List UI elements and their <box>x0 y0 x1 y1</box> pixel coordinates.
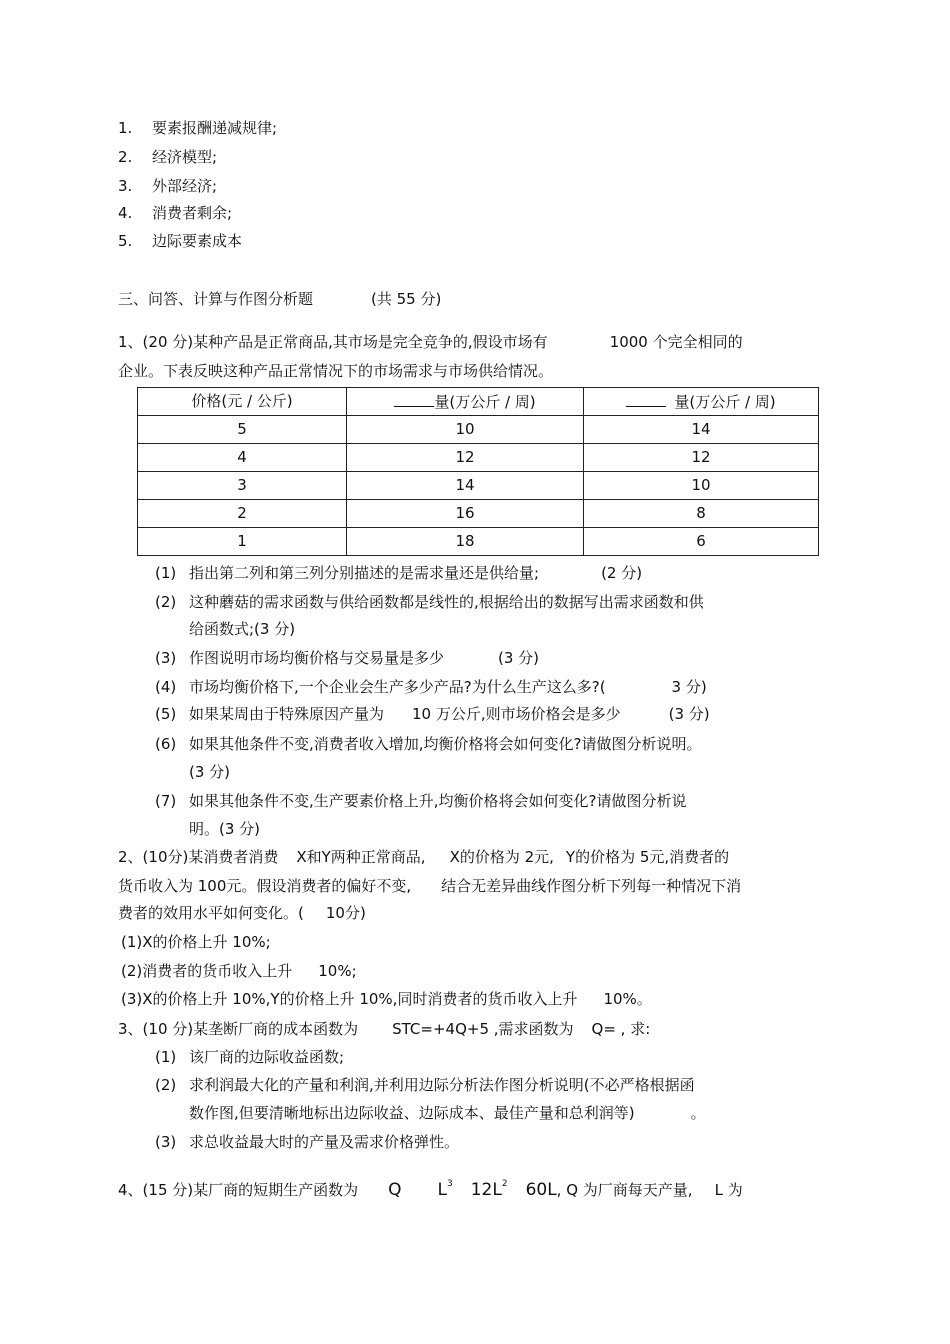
sub-number: (2) <box>155 1076 177 1094</box>
sub-number: (4) <box>155 678 177 696</box>
table-cell: 3 <box>138 472 347 500</box>
sub-text: 求利润最大化的产量和利润,并利用边际分析法作图分析说明(不必严格根据函 <box>189 1076 695 1094</box>
q1-sub-2-cont: 给函数式;(3 分) <box>189 620 296 638</box>
term-item <box>118 234 242 249</box>
term-number: 5. <box>118 232 133 250</box>
q3-line1 <box>118 1022 650 1037</box>
q1-sub-2 <box>155 595 704 610</box>
q4-formula: 60L <box>525 1180 557 1200</box>
table-cell: 6 <box>584 528 819 556</box>
q2-item-2 <box>121 964 357 979</box>
term-item <box>118 150 217 165</box>
sub-text: 作图说明市场均衡价格与交易量是多少 <box>189 649 445 667</box>
q4-exponent: 2 <box>501 1179 508 1189</box>
q4-formula: L <box>437 1180 447 1200</box>
q3-sub-1 <box>155 1050 344 1065</box>
table-cell: 16 <box>347 500 584 528</box>
q3-sub-3 <box>155 1135 459 1150</box>
table-cell: 14 <box>584 416 819 444</box>
sub-score: (3 分) <box>668 705 710 723</box>
q2-line2 <box>118 879 741 894</box>
q3-text: STC=+4Q+5 ,需求函数为 <box>392 1020 574 1038</box>
q1-sub-7 <box>155 794 687 809</box>
term-text: 边际要素成本 <box>152 232 243 250</box>
header-text: 量(万公斤 / 周) <box>674 392 776 411</box>
table-cell: 14 <box>347 472 584 500</box>
sub-text: 。 <box>690 1104 706 1122</box>
q3-sub-2-cont <box>189 1106 706 1121</box>
q2-text: 费者的效用水平如何变化。( <box>118 904 304 922</box>
table-header <box>347 388 584 416</box>
section-title <box>118 292 441 307</box>
sub-number: (6) <box>155 735 177 753</box>
q4-text: L 为 <box>714 1181 743 1199</box>
section-title-text: 三、问答、计算与作图分析题 <box>118 290 314 308</box>
q1-sub-1 <box>155 566 642 581</box>
q3-sub-2 <box>155 1078 695 1093</box>
q4-text: 4、(15 分)某厂商的短期生产函数为 <box>118 1181 359 1199</box>
table-cell: 1 <box>138 528 347 556</box>
sub-text: 如果其他条件不变,生产要素价格上升,均衡价格将会如何变化?请做图分析说 <box>189 792 687 810</box>
market-table <box>137 387 819 556</box>
q2-text: 10分) <box>325 904 366 922</box>
term-number: 1. <box>118 119 133 137</box>
sub-number: (3) <box>155 649 177 667</box>
table-row <box>138 416 819 444</box>
q2-text: Y的价格为 5元,消费者的 <box>565 848 730 866</box>
sub-number: (1) <box>155 1048 177 1066</box>
sub-score: 3 分) <box>671 678 707 696</box>
q4-exponent: 3 <box>446 1179 453 1189</box>
q2-item-3 <box>121 992 652 1007</box>
q4-line1 <box>118 1180 743 1199</box>
q4-formula: 12L <box>470 1180 502 1200</box>
sub-text: 求总收益最大时的产量及需求价格弹性。 <box>189 1133 460 1151</box>
q1-sub-4 <box>155 680 707 695</box>
table-header-row <box>138 388 819 416</box>
q1-text: 1、(20 分)某种产品是正常商品,其市场是完全竞争的,假设市场有 <box>118 333 548 351</box>
sub-text: 如果某周由于特殊原因产量为 <box>189 705 385 723</box>
table-row <box>138 500 819 528</box>
sub-number: (2) <box>155 593 177 611</box>
table-cell: 10 <box>347 416 584 444</box>
section-score: (共 55 分) <box>371 290 442 308</box>
header-text: 量(万公斤 / 周) <box>434 392 536 411</box>
term-text: 外部经济; <box>152 177 218 195</box>
q1-text: 1000 个完全相同的 <box>609 333 743 351</box>
q2-line3 <box>118 906 366 921</box>
sub-text: 10 万公斤,则市场价格会是多少 <box>412 705 621 723</box>
q1-sub-6-cont: (3 分) <box>189 763 231 781</box>
q2-text: X和Y两种正常商品, <box>296 848 426 866</box>
q2-text: 10%。 <box>603 990 652 1008</box>
sub-score: (3 分) <box>498 649 540 667</box>
q2-text: 10%; <box>318 962 357 980</box>
q1-sub-3 <box>155 651 539 666</box>
fill-blank <box>394 394 434 407</box>
sub-text: 这种蘑菇的需求函数与供给函数都是线性的,根据给出的数据写出需求函数和供 <box>189 593 704 611</box>
term-item <box>118 206 232 221</box>
q1-sub-7-cont: 明。(3 分) <box>189 820 261 838</box>
table-row <box>138 528 819 556</box>
sub-number: (1) <box>155 564 177 582</box>
sub-text: 指出第二列和第三列分别描述的是需求量还是供给量; <box>189 564 540 582</box>
table-header: 价格(元 / 公斤) <box>138 388 347 416</box>
table-row <box>138 444 819 472</box>
table-cell: 10 <box>584 472 819 500</box>
q2-line1 <box>118 850 729 865</box>
q2-text: 2、(10分)某消费者消费 <box>118 848 279 866</box>
q3-text: 3、(10 分)某垄断厂商的成本函数为 <box>118 1020 359 1038</box>
term-number: 2. <box>118 148 133 166</box>
q1-sub-6 <box>155 737 702 752</box>
term-item <box>118 121 277 136</box>
q2-item-1: (1)X的价格上升 10%; <box>121 933 271 951</box>
q2-text: 结合无差异曲线作图分析下列每一种情况下消 <box>441 877 742 895</box>
table-cell: 5 <box>138 416 347 444</box>
sub-text: 市场均衡价格下,一个企业会生产多少产品?为什么生产这么多?( <box>189 678 606 696</box>
sub-number: (5) <box>155 705 177 723</box>
fill-blank <box>626 394 666 407</box>
q4-formula: Q <box>388 1180 402 1200</box>
term-number: 4. <box>118 204 133 222</box>
table-cell: 18 <box>347 528 584 556</box>
table-cell: 12 <box>584 444 819 472</box>
q2-text: (2)消费者的货币收入上升 <box>121 962 293 980</box>
term-text: 消费者剩余; <box>152 204 233 222</box>
term-item <box>118 179 217 194</box>
sub-number: (7) <box>155 792 177 810</box>
term-number: 3. <box>118 177 133 195</box>
table-row <box>138 472 819 500</box>
sub-number: (3) <box>155 1133 177 1151</box>
q1-sub-5 <box>155 707 710 722</box>
q2-text: (3)X的价格上升 10%,Y的价格上升 10%,同时消费者的货币收入上升 <box>121 990 578 1008</box>
table-cell: 4 <box>138 444 347 472</box>
table-cell: 2 <box>138 500 347 528</box>
sub-text: 数作图,但要清晰地标出边际收益、边际成本、最佳产量和总利润等) <box>189 1104 635 1122</box>
q1-line1 <box>118 335 743 350</box>
q4-text: , Q 为厂商每天产量, <box>556 1181 693 1199</box>
q2-text: 货币收入为 100元。假设消费者的偏好不变, <box>118 877 412 895</box>
sub-text: 该厂商的边际收益函数; <box>189 1048 345 1066</box>
table-cell: 8 <box>584 500 819 528</box>
q1-line2: 企业。下表反映这种产品正常情况下的市场需求与市场供给情况。 <box>118 362 554 380</box>
q2-text: X的价格为 2元, <box>449 848 554 866</box>
term-text: 要素报酬递减规律; <box>152 119 278 137</box>
table-cell: 12 <box>347 444 584 472</box>
table-header <box>584 388 819 416</box>
sub-text: 如果其他条件不变,消费者收入增加,均衡价格将会如何变化?请做图分析说明。 <box>189 735 702 753</box>
q3-text: Q= , 求: <box>591 1020 651 1038</box>
term-text: 经济模型; <box>152 148 218 166</box>
sub-score: (2 分) <box>601 564 643 582</box>
